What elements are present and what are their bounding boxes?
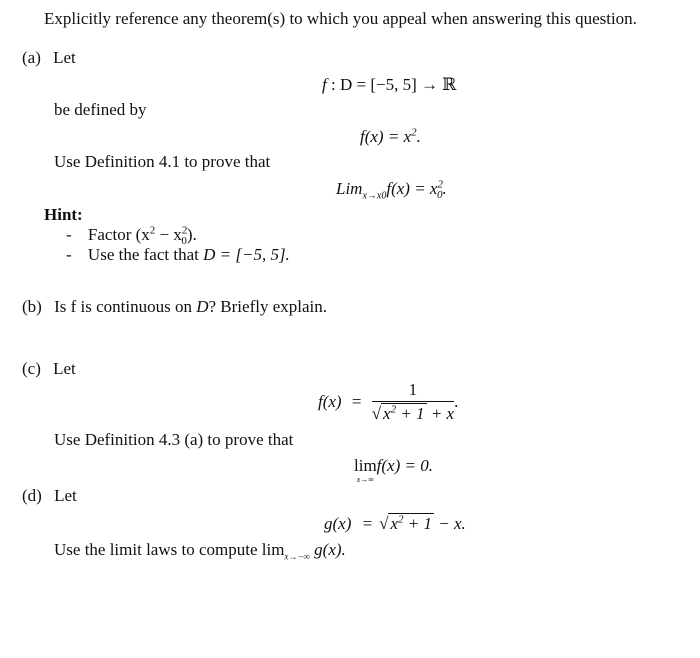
hint-2-math: D = [−5, 5]. [203,245,290,264]
part-a-let: Let [53,48,76,67]
hint-2-pre: Use the fact that [87,245,204,264]
lim-subscript: x→x0 [362,190,387,202]
part-c-fraction [372,380,454,425]
compute-pre: Use the limit laws to compute lim [54,540,285,559]
lim-text: lim [354,456,377,475]
part-c-let: Let [53,359,76,378]
part-b-question [22,297,327,317]
hint-1-end: ). [186,225,197,244]
lim-rest: f(x) = 0. [376,456,433,475]
intro-instruction: Explicitly reference any theorem(s) to which you appeal when answering this question. [44,9,637,28]
function-definition [360,127,421,147]
gx-eq: = [361,514,374,533]
hint-dash-1: - [66,225,72,244]
hint-dash-2: - [66,245,72,264]
map-f: f [322,75,327,94]
lim-exponent: 2 [437,178,443,191]
part-b-text-post: ? Briefly explain. [208,297,327,316]
den-exp: 2 [390,403,397,416]
part-c-eq: = [351,392,362,412]
gx-tail: − x. [433,514,466,533]
gx-lhs: g(x) [324,514,352,533]
fx-end: . [416,127,421,146]
fx-exponent: 2 [411,126,417,139]
den-plus: + x [426,404,455,424]
part-c-label: (c) [22,359,41,378]
gx-sqrt-rest: + 1 [403,514,432,533]
part-c-end: . [454,392,459,412]
den-x: x [383,404,391,424]
map-rest: : D = [−5, 5] → ℝ [326,75,457,94]
fx-text: f(x) = x [360,127,412,146]
part-a-label: (a) [22,48,41,67]
part-d-compute [54,540,346,560]
hint-1-mid: − x [155,225,182,244]
use-definition-4-1: Use Definition 4.1 to prove that [54,152,271,171]
part-c-function [318,380,458,425]
part-a-header [22,48,76,68]
defined-by-text: be defined by [54,100,147,119]
hint-1-exp2: 2 [181,224,188,237]
use-definition-4-3: Use Definition 4.3 (a) to prove that [54,430,294,449]
part-b-label: (b) [22,297,42,316]
part-d-function: g(x) = √ $x^2 + 1 - x$. [324,513,466,533]
den-rest: + 1 [396,404,425,424]
part-c-header [22,359,76,379]
function-domain-map [322,75,456,95]
part-d-label: (d) [22,486,42,505]
lim-under: x→∞ [356,475,374,485]
lim-mid: f(x) = x [386,179,438,198]
part-c-fx: f(x) [318,392,342,412]
lim-block [354,456,377,484]
hint-1-exp: 2 [149,224,156,237]
hint-1-text [87,224,197,248]
part-d-let: Let [54,486,77,505]
gx-sqrt-exp: 2 [398,513,404,526]
hint-item-2 [66,245,290,265]
part-d-header [22,486,77,506]
hint-item-1 [66,224,197,248]
part-c-limit [354,456,433,484]
lim-end: . [442,179,447,198]
part-c-denominator: √ $x^2 + 1 + x$ [371,403,455,424]
part-b-text-pre: Is f is continuous on [54,297,197,316]
compute-sub: x→−∞ [284,551,310,562]
limit-statement [336,178,447,202]
hint-title: Hint: [44,205,83,224]
hint-1-sub: 0 [181,235,187,248]
gx-sqrt-x: x [390,514,398,533]
compute-post: g(x). [309,540,346,559]
hint-1-pre: Factor (x [87,225,150,244]
part-c-numerator: 1 [372,380,454,402]
part-b-D: D [196,297,209,316]
lim-word: Lim [336,179,363,198]
lim-sub-zero: 0 [436,189,443,202]
